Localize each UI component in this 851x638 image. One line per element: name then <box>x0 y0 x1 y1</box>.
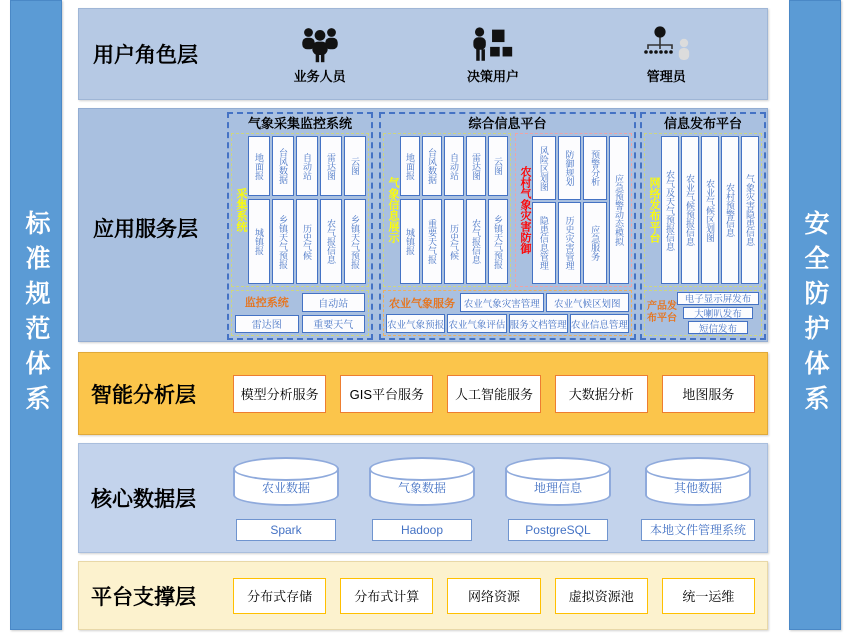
collect-grid <box>248 136 366 284</box>
weather-info-display <box>383 133 511 287</box>
support-layer <box>78 561 768 630</box>
security-rail-label: 安全防护体系 <box>801 210 829 420</box>
service-item: 预警分析 <box>583 136 607 200</box>
service-item: 历史气候 <box>296 199 318 284</box>
collect-subsystem <box>231 133 369 287</box>
role-decision-user <box>467 24 519 85</box>
network-cols <box>661 136 759 284</box>
network-grid <box>661 136 759 284</box>
database-cylinder <box>369 468 475 506</box>
role-label: 决策用户 <box>466 68 519 84</box>
storage-engine: 本地文件管理系统 <box>641 519 755 541</box>
db-column <box>641 456 755 541</box>
core-data-layer-label: 核心数据层 <box>91 488 196 511</box>
service-item: 自动站 <box>444 136 464 196</box>
product-items <box>677 292 759 334</box>
standards-rail-label: 标准规范体系 <box>22 210 50 420</box>
app-service-layer-label: 应用服务层 <box>93 218 198 241</box>
service-item: 重要天气 <box>302 315 366 334</box>
user-role-layer-label: 用户角色层 <box>93 44 198 67</box>
service-item: 农业气候区划图 <box>701 136 719 284</box>
service-item: 农业气象预报 <box>386 314 445 333</box>
weather-info-display-label: 气象信息展示 <box>387 177 399 243</box>
service-item: 雷达图 <box>466 136 486 196</box>
roles-row <box>233 24 753 85</box>
analysis-service: GIS平台服务 <box>340 375 433 413</box>
monitor-subsystem-label: 监控系统 <box>244 297 289 310</box>
product-publish-platform <box>644 290 762 336</box>
support-item: 分布式存储 <box>233 578 326 614</box>
db-column <box>505 456 611 541</box>
service-item: 农气报信息 <box>320 199 342 284</box>
database-label: 其他数据 <box>673 480 722 495</box>
database-cylinder <box>505 468 611 506</box>
service-item: 云图 <box>344 136 366 196</box>
disaster-row-2 <box>532 202 607 284</box>
service-item: 云图 <box>488 136 508 196</box>
service-item: 雷达图 <box>320 136 342 196</box>
role-label: 管理员 <box>646 68 686 84</box>
user-role-layer <box>78 8 768 100</box>
disaster-left <box>532 136 607 284</box>
support-item: 虚拟资源池 <box>555 578 648 614</box>
service-item: 台风数据 <box>422 136 442 196</box>
display-row-2 <box>400 199 508 284</box>
service-item: 农气及天气预报信息 <box>661 136 679 284</box>
service-item: 短信发布 <box>688 321 747 334</box>
system-title: 信息发布平台 <box>663 116 742 131</box>
service-item: 应急服务 <box>583 202 607 284</box>
core-data-layer <box>78 443 768 553</box>
service-item: 城镇报 <box>248 199 270 284</box>
role-business-staff <box>294 24 346 85</box>
service-item: 地面报 <box>248 136 270 196</box>
service-item: 隐患信息管理 <box>532 202 556 284</box>
support-item: 分布式计算 <box>340 578 433 614</box>
security-rail <box>789 0 841 630</box>
service-item: 乡镇天气预报 <box>344 199 366 284</box>
agri-row-1 <box>386 293 629 312</box>
agri-weather-service <box>383 290 632 336</box>
standards-rail <box>10 0 62 630</box>
service-item: 自动站 <box>302 293 366 312</box>
service-item: 农业信息管理 <box>570 314 629 333</box>
service-item: 地面报 <box>400 136 420 196</box>
network-publish-platform <box>644 133 762 287</box>
disaster-grid <box>532 136 629 284</box>
system-info-publish-platform <box>640 112 766 340</box>
product-publish-platform-label: 产品发布平台 <box>647 301 677 324</box>
display-grid <box>400 136 508 284</box>
database-cylinder <box>645 468 751 506</box>
service-item: 应急预警动态模拟 <box>609 136 629 284</box>
storage-engine: Hadoop <box>372 519 472 541</box>
sys2-body <box>383 133 632 287</box>
agri-weather-service-label: 农业气象服务 <box>389 297 455 310</box>
monitor-subsystem <box>231 290 369 336</box>
database-label: 地理信息 <box>533 480 582 495</box>
service-item: 农业气候区划图 <box>546 293 630 312</box>
app-service-layer <box>78 108 768 342</box>
service-item: 农业气象灾害管理 <box>460 293 544 312</box>
collect-row-2 <box>248 199 366 284</box>
rural-disaster-defense <box>515 133 632 287</box>
system-title: 气象采集监控系统 <box>247 116 352 131</box>
service-item: 雷达图 <box>235 315 299 334</box>
analysis-services <box>233 375 755 413</box>
database-label: 农业数据 <box>261 480 310 495</box>
rural-disaster-defense-label: 农村气象灾害防御 <box>519 166 531 254</box>
role-label: 业务人员 <box>293 68 346 84</box>
service-item: 重要天气报 <box>422 199 442 284</box>
analysis-service: 大数据分析 <box>555 375 648 413</box>
analysis-service: 地图服务 <box>662 375 755 413</box>
service-item: 电子显示屏发布 <box>677 292 759 305</box>
users-group-icon <box>297 24 343 64</box>
service-item: 历史灾害管理 <box>558 202 582 284</box>
service-item: 自动站 <box>296 136 318 196</box>
role-admin <box>640 24 692 85</box>
analysis-service: 人工智能服务 <box>447 375 540 413</box>
collect-row-1 <box>248 136 366 196</box>
system-title: 综合信息平台 <box>468 116 547 131</box>
analysis-service: 模型分析服务 <box>233 375 326 413</box>
support-items <box>233 578 755 614</box>
service-item: 农业气候预报信息 <box>681 136 699 284</box>
storage-engine: Spark <box>236 519 336 541</box>
database-cylinder <box>233 468 339 506</box>
support-item: 统一运维 <box>662 578 755 614</box>
service-item: 气象灾害隐患信息 <box>741 136 759 284</box>
db-column <box>233 456 339 541</box>
support-layer-label: 平台支撑层 <box>91 585 196 609</box>
admin-icon <box>640 24 692 64</box>
service-item: 农村预警信息 <box>721 136 739 284</box>
service-item: 城镇报 <box>400 199 420 284</box>
decision-user-icon <box>470 24 516 64</box>
databases-row <box>233 456 755 541</box>
support-item: 网络资源 <box>447 578 540 614</box>
service-item: 乡镇天气预报 <box>488 199 508 284</box>
collect-subsystem-label: 采集系统 <box>235 188 247 232</box>
database-label: 气象数据 <box>397 480 446 495</box>
service-item: 大喇叭发布 <box>683 307 754 320</box>
service-item: 台风数据 <box>272 136 294 196</box>
network-publish-platform-label: 网络发布平台 <box>648 177 660 243</box>
storage-engine: PostgreSQL <box>508 519 608 541</box>
service-item: 乡镇天气预报 <box>272 199 294 284</box>
service-item: 历史气候 <box>444 199 464 284</box>
service-item: 农气报信息 <box>466 199 486 284</box>
system-weather-collection-monitoring <box>227 112 373 340</box>
system-comprehensive-info-platform <box>379 112 636 340</box>
agri-row-2 <box>386 314 629 333</box>
service-item: 风险区划图 <box>532 136 556 200</box>
service-item: 防御规划 <box>558 136 582 200</box>
disaster-row-1 <box>532 136 607 200</box>
analysis-layer <box>78 352 768 435</box>
db-column <box>369 456 475 541</box>
analysis-layer-label: 智能分析层 <box>91 383 196 407</box>
service-item: 农业气象评估 <box>447 314 506 333</box>
display-row-1 <box>400 136 508 196</box>
service-item: 服务文档管理 <box>509 314 568 333</box>
